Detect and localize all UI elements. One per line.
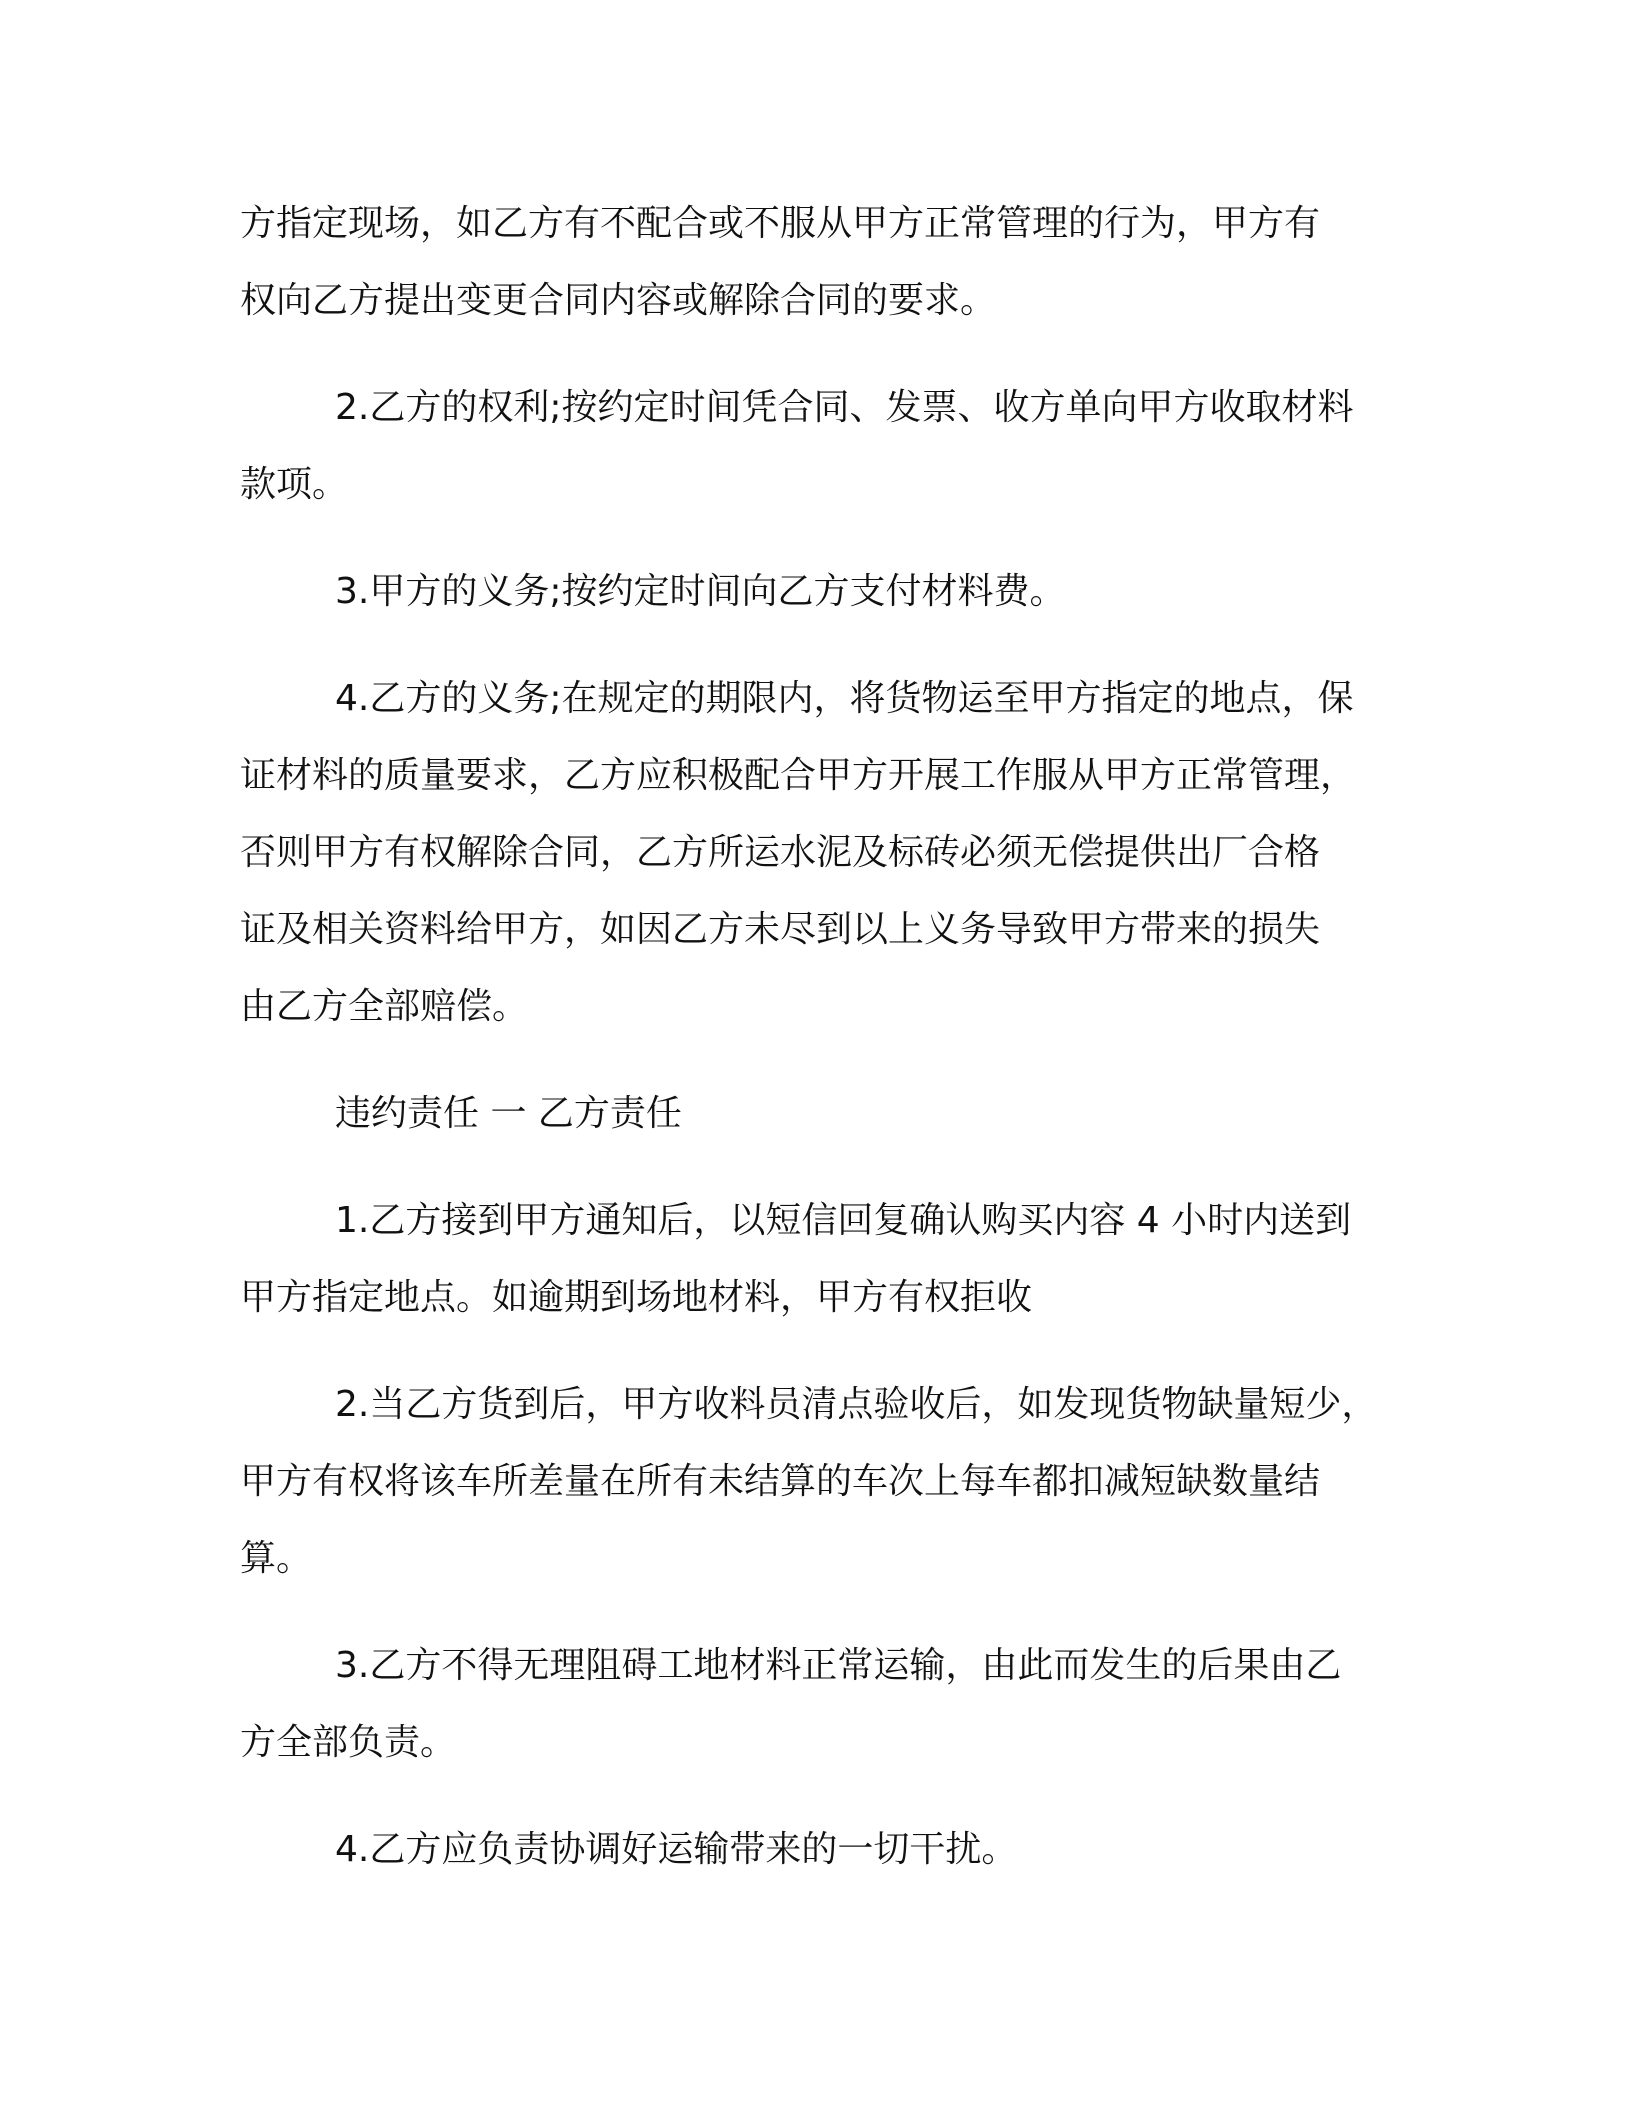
paragraph-party-a-obligations <box>240 553 1390 630</box>
text-line: 证材料的质量要求，乙方应积极配合甲方开展工作服从甲方正常管理， <box>240 755 1357 796</box>
section-heading-breach <box>240 1075 1390 1152</box>
text-line: 4.乙方的义务;在规定的期限内，将货物运至甲方指定的地点，保 <box>335 678 1354 719</box>
heading-line: 违约责任 一 乙方责任 <box>335 1093 682 1134</box>
text-line: 款项。 <box>240 464 349 505</box>
text-line: 3.甲方的义务;按约定时间向乙方支付材料费。 <box>335 571 1066 612</box>
paragraph-continued <box>240 185 1390 339</box>
text-line: 方指定现场，如乙方有不配合或不服从甲方正常管理的行为，甲方有 <box>240 203 1321 244</box>
text-line: 2.当乙方货到后，甲方收料员清点验收后，如发现货物缺量短少， <box>335 1384 1378 1425</box>
text-line: 甲方有权将该车所差量在所有未结算的车次上每车都扣减短缺数量结 <box>240 1461 1321 1502</box>
text-line: 3.乙方不得无理阻碍工地材料正常运输，由此而发生的后果由乙 <box>335 1645 1342 1686</box>
text-line: 权向乙方提出变更合同内容或解除合同的要求。 <box>240 280 997 321</box>
paragraph-breach-1 <box>240 1182 1390 1336</box>
paragraph-party-b-rights <box>240 369 1390 523</box>
text-line: 4.乙方应负责协调好运输带来的一切干扰。 <box>335 1829 1018 1870</box>
paragraph-breach-3 <box>240 1627 1390 1781</box>
text-line: 1.乙方接到甲方通知后，以短信回复确认购买内容 4 小时内送到 <box>335 1200 1352 1241</box>
paragraph-party-b-obligations <box>240 660 1390 1045</box>
paragraph-breach-4 <box>240 1811 1390 1888</box>
text-line: 由乙方全部赔偿。 <box>240 986 529 1027</box>
document-body <box>240 185 1390 1888</box>
text-line: 2.乙方的权利;按约定时间凭合同、发票、收方单向甲方收取材料 <box>335 387 1354 428</box>
text-line: 方全部负责。 <box>240 1722 457 1763</box>
text-line: 否则甲方有权解除合同，乙方所运水泥及标砖必须无偿提供出厂合格 <box>240 832 1321 873</box>
text-line: 算。 <box>240 1538 313 1579</box>
paragraph-breach-2 <box>240 1366 1390 1597</box>
text-line: 证及相关资料给甲方，如因乙方未尽到以上义务导致甲方带来的损失 <box>240 909 1321 950</box>
text-line: 甲方指定地点。如逾期到场地材料，甲方有权拒收 <box>240 1277 1033 1318</box>
